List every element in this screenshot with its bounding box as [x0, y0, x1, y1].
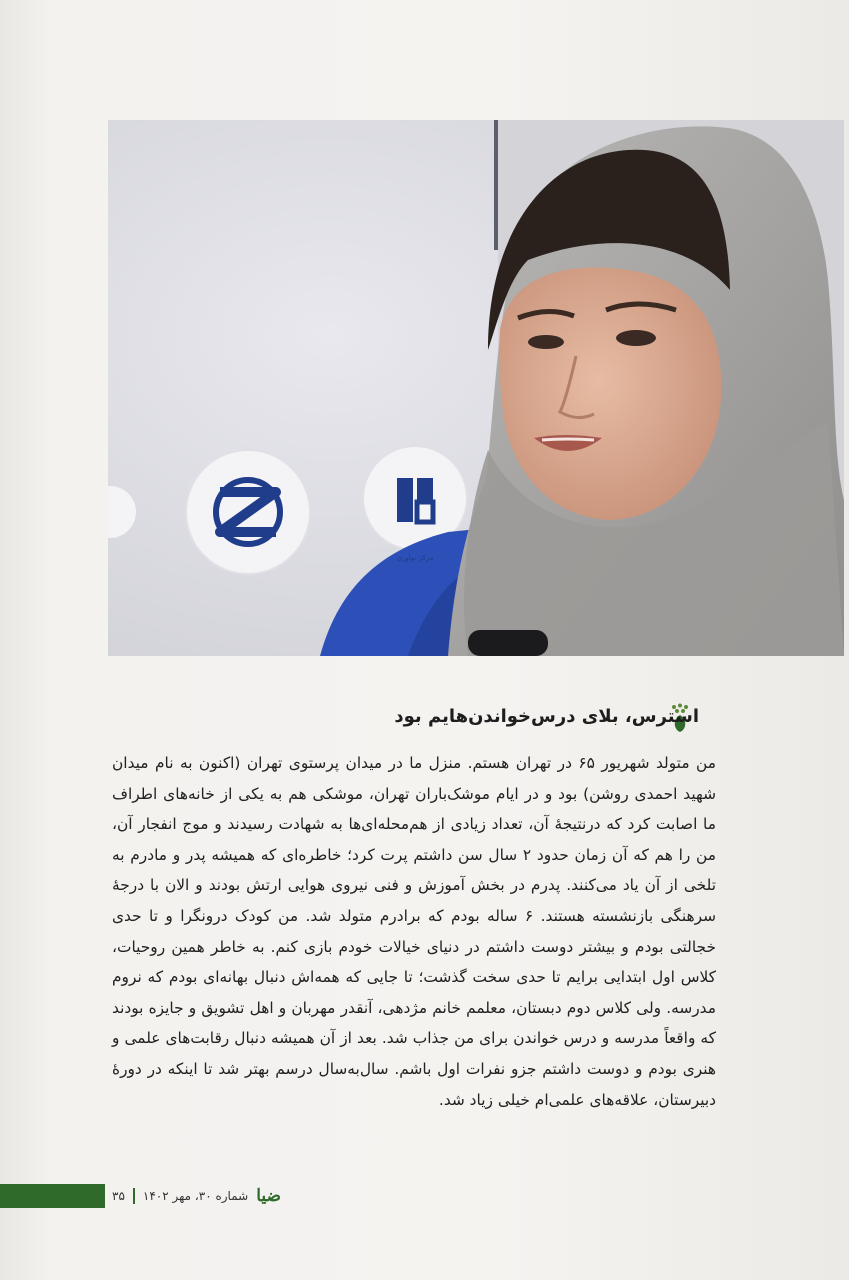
footer-accent-bar: [0, 1184, 105, 1208]
interview-photo: [108, 120, 844, 656]
footer-divider: [133, 1188, 135, 1204]
article-paragraph: من متولد شهریور ۶۵ در تهران هستم. منزل ما در میدان پرستوی تهران (اکنون به نام میدان شهید احمدی روشن) بود و در ایام موشک‌باران تهران، موشکی هم به یکی از خانه‌های اطراف ما اصابت کرد که درنتیجهٔ آن، تعداد زیادی از هم‌محله‌ای‌ها به شهادت رسیدند و موج انفجار آن، من را هم که آن زمان حدود ۲ سال سن داشتم پرت کرد؛ خاطره‌ای که همیشه پدر و مادرم به تلخی از آن یاد می‌کنند. پدرم در بخش آموزش و فنی نیروی هوایی ارتش بودند و الان با درجهٔ سرهنگی بازنشسته هستند. ۶ ساله بودم که برادرم متولد شد. من کودک درونگرا و تا حدی خجالتی بودم و بیشتر دوست داشتم در دنیای خیالات خودم بازی کنم. به خاطر همین روحیات، کلاس اول ابتدایی برایم تا حدی سخت گذشت؛ تا جایی که همه‌اش دنبال بهانه‌ای بودم که نروم مدرسه. ولی کلاس دوم دبستان، معلمم خانم مژدهی، آنقدر مهربان و اهل تشویق و جایزه بودند که واقعاً مدرسه و درس خواندن برای من جذاب شد. بعد از آن همیشه دنبال رقابت‌های علمی و هنری بودم و دوست داشتم جزو نفرات اول باشم. سال‌به‌سال درسم بهتر شد تا اینکه در دورهٔ دبیرستان، علاقه‌های علمی‌ام خیلی زیاد شد.: [112, 754, 717, 1109]
article-heading: استرس، بلای درس‌خواندن‌هایم بود: [394, 706, 699, 727]
page-footer: [112, 1184, 281, 1208]
issue-info: شماره ۳۰، مهر ۱۴۰۲: [142, 1189, 249, 1203]
magazine-logo: ضیا: [256, 1186, 281, 1206]
page-number: ۳۵: [112, 1189, 125, 1203]
logo-caption: مرکز نوآوری: [396, 554, 434, 562]
article-body: [112, 748, 716, 1115]
